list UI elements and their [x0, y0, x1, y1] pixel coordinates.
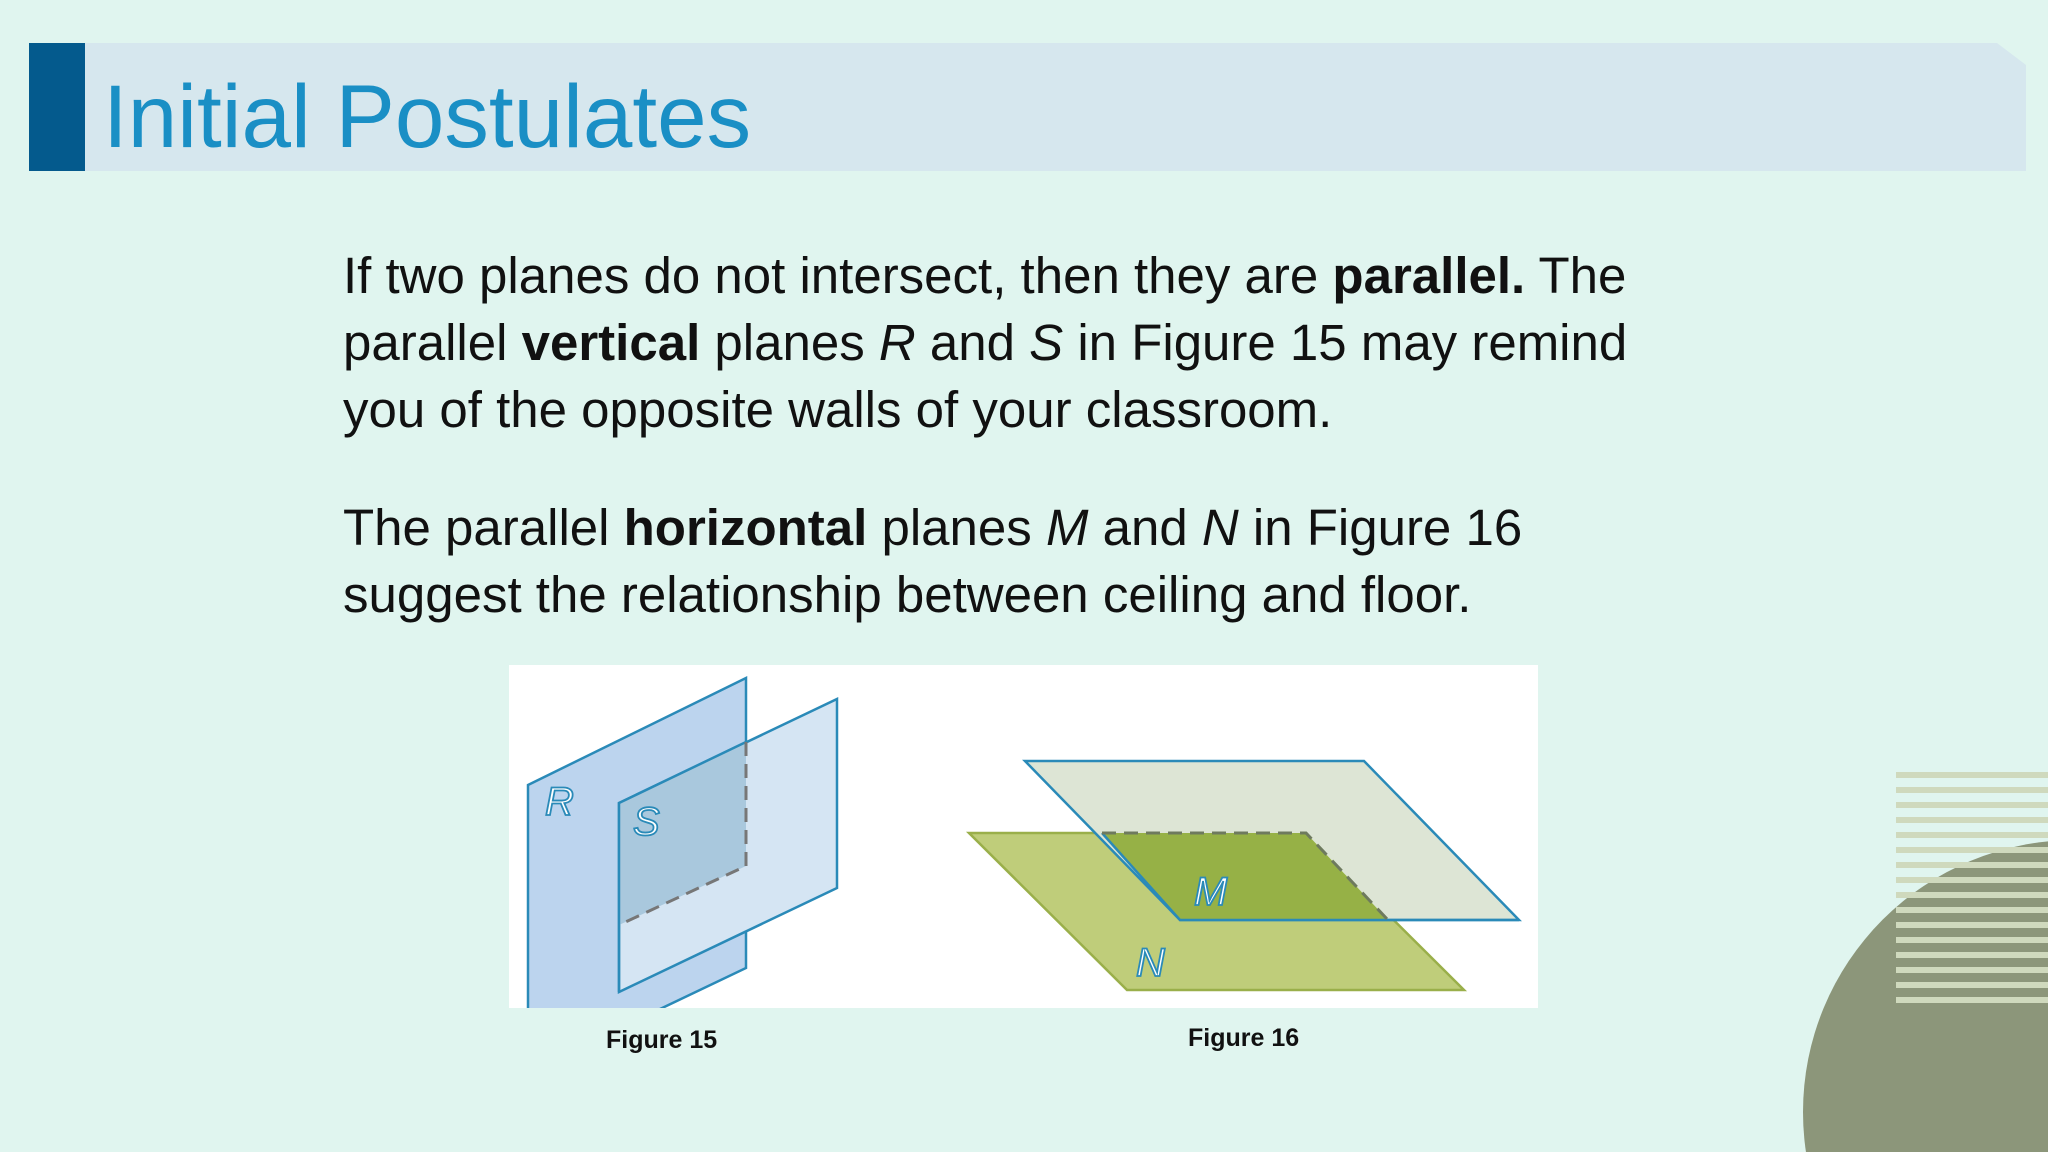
text-run: planes: [867, 499, 1046, 556]
text-run: The parallel: [343, 247, 1627, 371]
slide-title: Initial Postulates: [103, 66, 752, 166]
plane-name-m: M: [1045, 499, 1089, 556]
figure-16-caption: Figure 16: [1188, 1024, 1300, 1052]
text-run: in Figure 16 suggest the relationship between ceiling and floor.: [343, 499, 1523, 623]
text-run: and: [915, 314, 1030, 371]
figure-16-graphic: [969, 761, 1519, 990]
figure-panel: [509, 665, 1538, 1008]
text-run: If two planes do not intersect, then they are: [343, 247, 1333, 304]
deco-circle: [1803, 840, 2048, 1152]
paragraph-parallel-vertical: [343, 242, 1643, 443]
plane-name-n: N: [1201, 499, 1239, 556]
plane-name-s: S: [1029, 314, 1064, 371]
figures-illustration: [509, 665, 1538, 1008]
term-vertical: vertical: [521, 314, 701, 371]
term-horizontal: horizontal: [623, 499, 868, 556]
label-m: M: [1194, 870, 1228, 914]
corner-decoration: [1800, 760, 2048, 1152]
text-run: planes: [700, 314, 879, 371]
term-parallel: parallel.: [1332, 247, 1526, 304]
figure-15-graphic: [528, 678, 837, 1008]
label-r: R: [545, 780, 574, 824]
title-accent-bar: [29, 43, 85, 171]
label-n: N: [1136, 941, 1165, 985]
text-run: in Figure 15 may remind you of the opposite walls of your classroom.: [343, 314, 1628, 438]
plane-name-r: R: [878, 314, 916, 371]
text-run: The parallel: [343, 499, 624, 556]
paragraph-parallel-horizontal: [343, 494, 1643, 628]
figure-15-caption: Figure 15: [606, 1026, 718, 1054]
text-run: and: [1088, 499, 1202, 556]
label-s: S: [633, 800, 660, 844]
